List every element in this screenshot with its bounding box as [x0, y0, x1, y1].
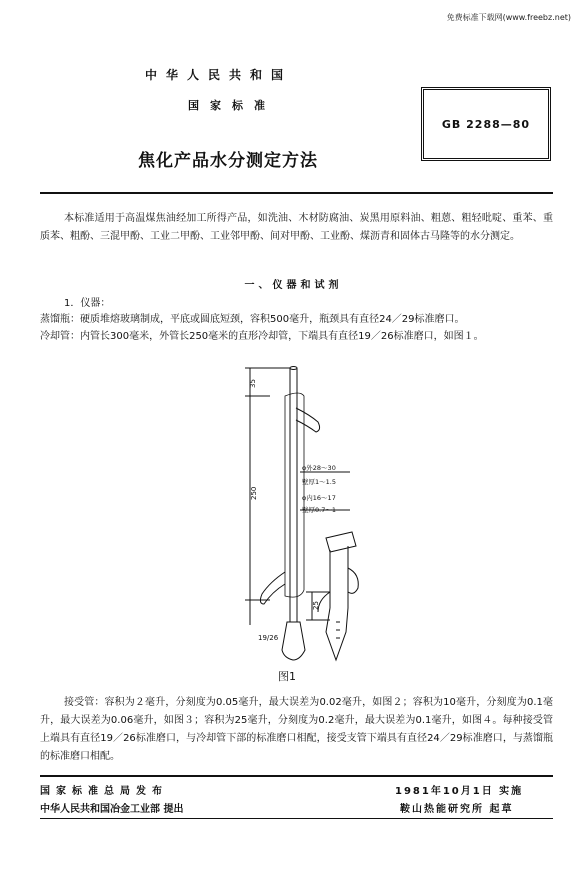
document-title: 焦化产品水分测定方法	[138, 151, 318, 171]
outer-wall-label: 壁厚1～1.5	[302, 478, 336, 486]
standard-code-box	[421, 87, 551, 161]
footer-issuer: 国家标准总局发布	[40, 786, 168, 797]
condenser-figure	[0, 360, 587, 670]
footer-proposer: 中华人民共和国冶金工业部 提出	[40, 804, 184, 815]
inner-diameter-label: φ内16～17	[302, 494, 336, 502]
outer-diameter-label: φ外28～30	[302, 464, 336, 472]
site-link[interactable]: 免费标准下载网(www.freebz.net)	[446, 13, 571, 22]
item-condenser: 冷却管：内管长300毫米，外管长250毫米的直形冷却管，下端具有直径19／26标准磨口，如图１。	[40, 331, 484, 342]
inner-wall-label: 壁厚0.7～1	[302, 506, 336, 514]
joint-label: 19/26	[258, 634, 279, 642]
footer-top-divider	[40, 775, 553, 777]
dim-top-label: 35	[249, 379, 257, 388]
dim-bottom-label: 25	[312, 601, 320, 610]
footer-date: 1981年10月1日 实施	[395, 786, 524, 797]
dim-mid-label: 250	[250, 486, 258, 500]
header-divider	[40, 192, 553, 194]
footer-drafter: 鞍山热能研究所 起草	[400, 804, 514, 815]
item-instruments: 1．仪器：	[64, 298, 111, 309]
country-heading: 中华人民共和国	[145, 68, 293, 82]
figure-caption: 图1	[278, 670, 296, 683]
item-flask: 蒸馏瓶：硬质堆熔玻璃制成，平底或圆底短颈，容积500毫升，瓶颈具有直径24／29标准磨口。	[40, 314, 465, 325]
intro-paragraph: 本标准适用于高温煤焦油经加工所得产品，如洗油、木材防腐油、炭黑用原料油、粗蒽、粗轻吡啶、重苯、重质苯、粗酚、三混甲酚、工业二甲酚、工业邻甲酚、间对甲酚、工业酚、煤沥青和固体古马隆等的水分测定。	[40, 213, 553, 242]
footer-bottom-divider	[40, 818, 553, 819]
section-heading: 一、仪器和试剂	[244, 280, 343, 291]
standard-type-heading: 国家标准	[188, 99, 276, 112]
standard-code: GB 2288—80	[441, 117, 531, 131]
receiver-paragraph: 接受管：容积为２毫升，分刻度为0.05毫升，最大误差为0.02毫升，如图２；容积为10毫升，分刻度为0.1毫升，最大误差为0.06毫升，如图３；容积为25毫升，分刻度为0.2毫升，最大误差为0.1毫升，如图４。每种接受管上端具有直径19／26标准磨口，与冷却管下部的标准磨口相配，接受支管下端具有直径24／29标准磨口，与蒸馏瓶的标准磨口相配。	[40, 697, 553, 762]
